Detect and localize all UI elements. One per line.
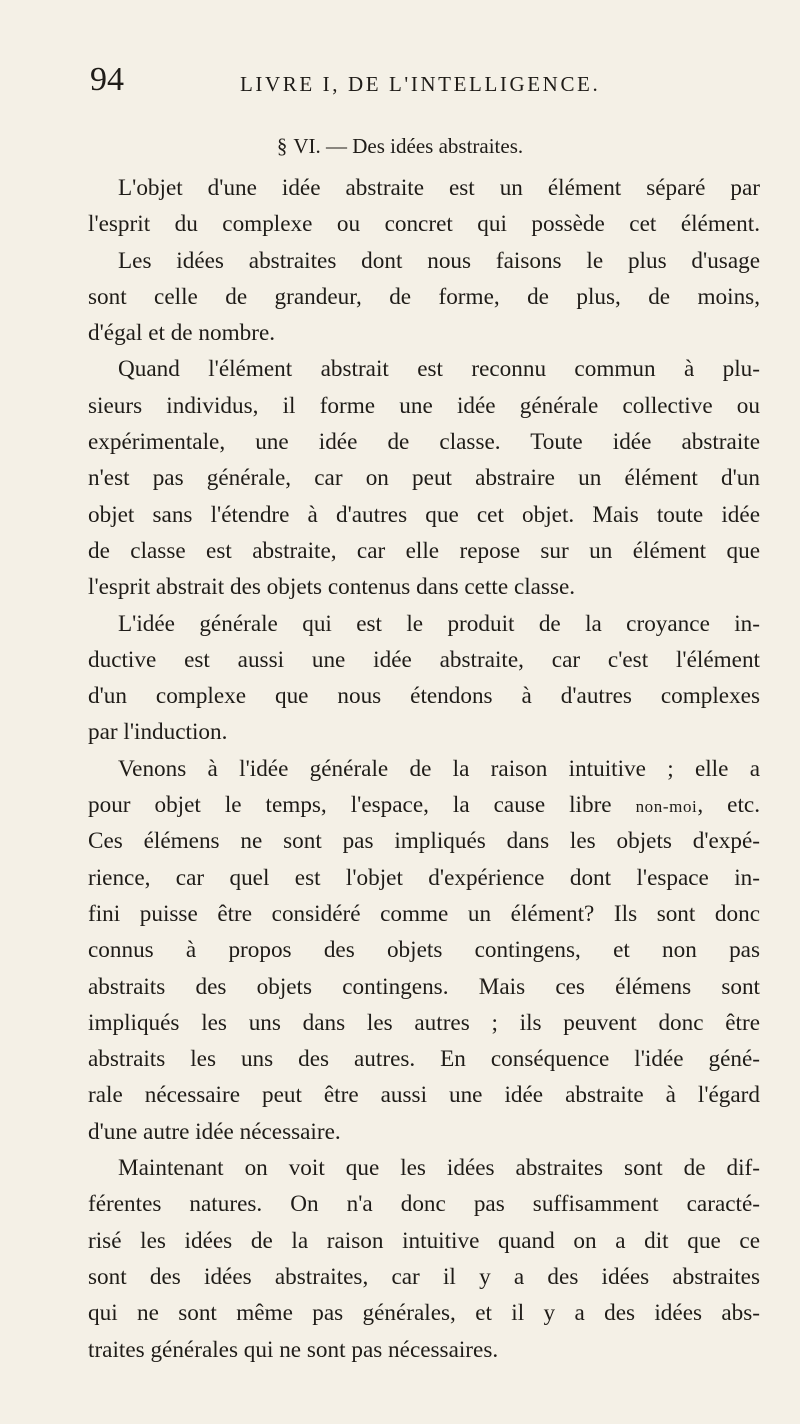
smallcaps-term: non-moi: [635, 797, 698, 817]
section-heading: [0, 132, 800, 160]
page-number: 94: [90, 61, 124, 98]
section-title: VI. — Des idées abstraites.: [293, 134, 524, 158]
text-line: l'esprit du complexe ou concret qui possède cet élément.: [88, 211, 760, 238]
text-line: abstraits les uns des autres. En conséquence l'idée géné-: [88, 1046, 760, 1073]
text-fragment: , etc.: [697, 792, 760, 819]
text-line: rience, car quel est l'objet d'expérience dont l'espace in-: [88, 864, 760, 891]
text-line: fini puisse être considéré comme un élément? Ils sont donc: [88, 900, 760, 927]
section-sign: §: [276, 134, 288, 158]
text-line: qui ne sont même pas générales, et il y a des idées abs-: [88, 1300, 760, 1327]
text-line: sieurs individus, il forme une idée générale collective ou: [88, 392, 760, 419]
text-line: l'esprit abstrait des objets contenus dans cette classe.: [88, 574, 576, 601]
text-line-with-smallcaps: [88, 787, 760, 823]
text-line: expérimentale, une idée de classe. Toute idée abstraite: [88, 429, 760, 456]
text-line: d'égal et de nombre.: [88, 320, 276, 347]
text-line: traites générales qui ne sont pas nécessaires.: [88, 1336, 499, 1363]
text-line: sont celle de grandeur, de forme, de plus, de moins,: [88, 283, 760, 310]
text-fragment: pour objet le temps, l'espace, la cause libre: [88, 792, 612, 819]
text-line: abstraits des objets contingens. Mais ces élémens sont: [88, 973, 760, 1000]
text-line: Quand l'élément abstrait est reconnu commun à plu-: [118, 356, 760, 383]
text-line: L'objet d'une idée abstraite est un élément séparé par: [118, 175, 760, 201]
text-line: L'idée générale qui est le produit de la croyance in-: [118, 610, 760, 637]
running-title: LIVRE I, DE L'INTELLIGENCE.: [240, 72, 601, 96]
text-line: Ces élémens ne sont pas impliqués dans les objets d'expé-: [88, 828, 760, 855]
text-line: connus à propos des objets contingens, et non pas: [88, 937, 760, 964]
text-line: Les idées abstraites dont nous faisons le plus d'usage: [118, 247, 760, 274]
text-line: férentes natures. On n'a donc pas suffisamment caracté-: [88, 1191, 760, 1218]
text-line: ductive est aussi une idée abstraite, car c'est l'élément: [88, 646, 760, 673]
text-line: par l'induction.: [88, 719, 228, 746]
text-line: n'est pas générale, car on peut abstraire un élément d'un: [88, 465, 760, 492]
text-line: sont des idées abstraites, car il y a des idées abstraites: [88, 1263, 760, 1290]
text-line: Venons à l'idée générale de la raison intuitive ; elle a: [118, 755, 760, 782]
text-line: d'une autre idée nécessaire.: [88, 1118, 341, 1145]
text-line: Maintenant on voit que les idées abstraites sont de dif-: [118, 1155, 760, 1182]
text-line: rale nécessaire peut être aussi une idée abstraite à l'égard: [88, 1082, 760, 1109]
text-line: d'un complexe que nous étendons à d'autres complexes: [88, 683, 760, 710]
running-head: [90, 60, 750, 104]
text-line: impliqués les uns dans les autres ; ils peuvent donc être: [88, 1009, 760, 1036]
text-line: objet sans l'étendre à d'autres que cet objet. Mais toute idée: [88, 501, 760, 528]
text-line: de classe est abstraite, car elle repose sur un élément que: [88, 537, 760, 564]
text-line: risé les idées de la raison intuitive quand on a dit que ce: [88, 1227, 760, 1254]
body-text: [88, 170, 760, 1368]
